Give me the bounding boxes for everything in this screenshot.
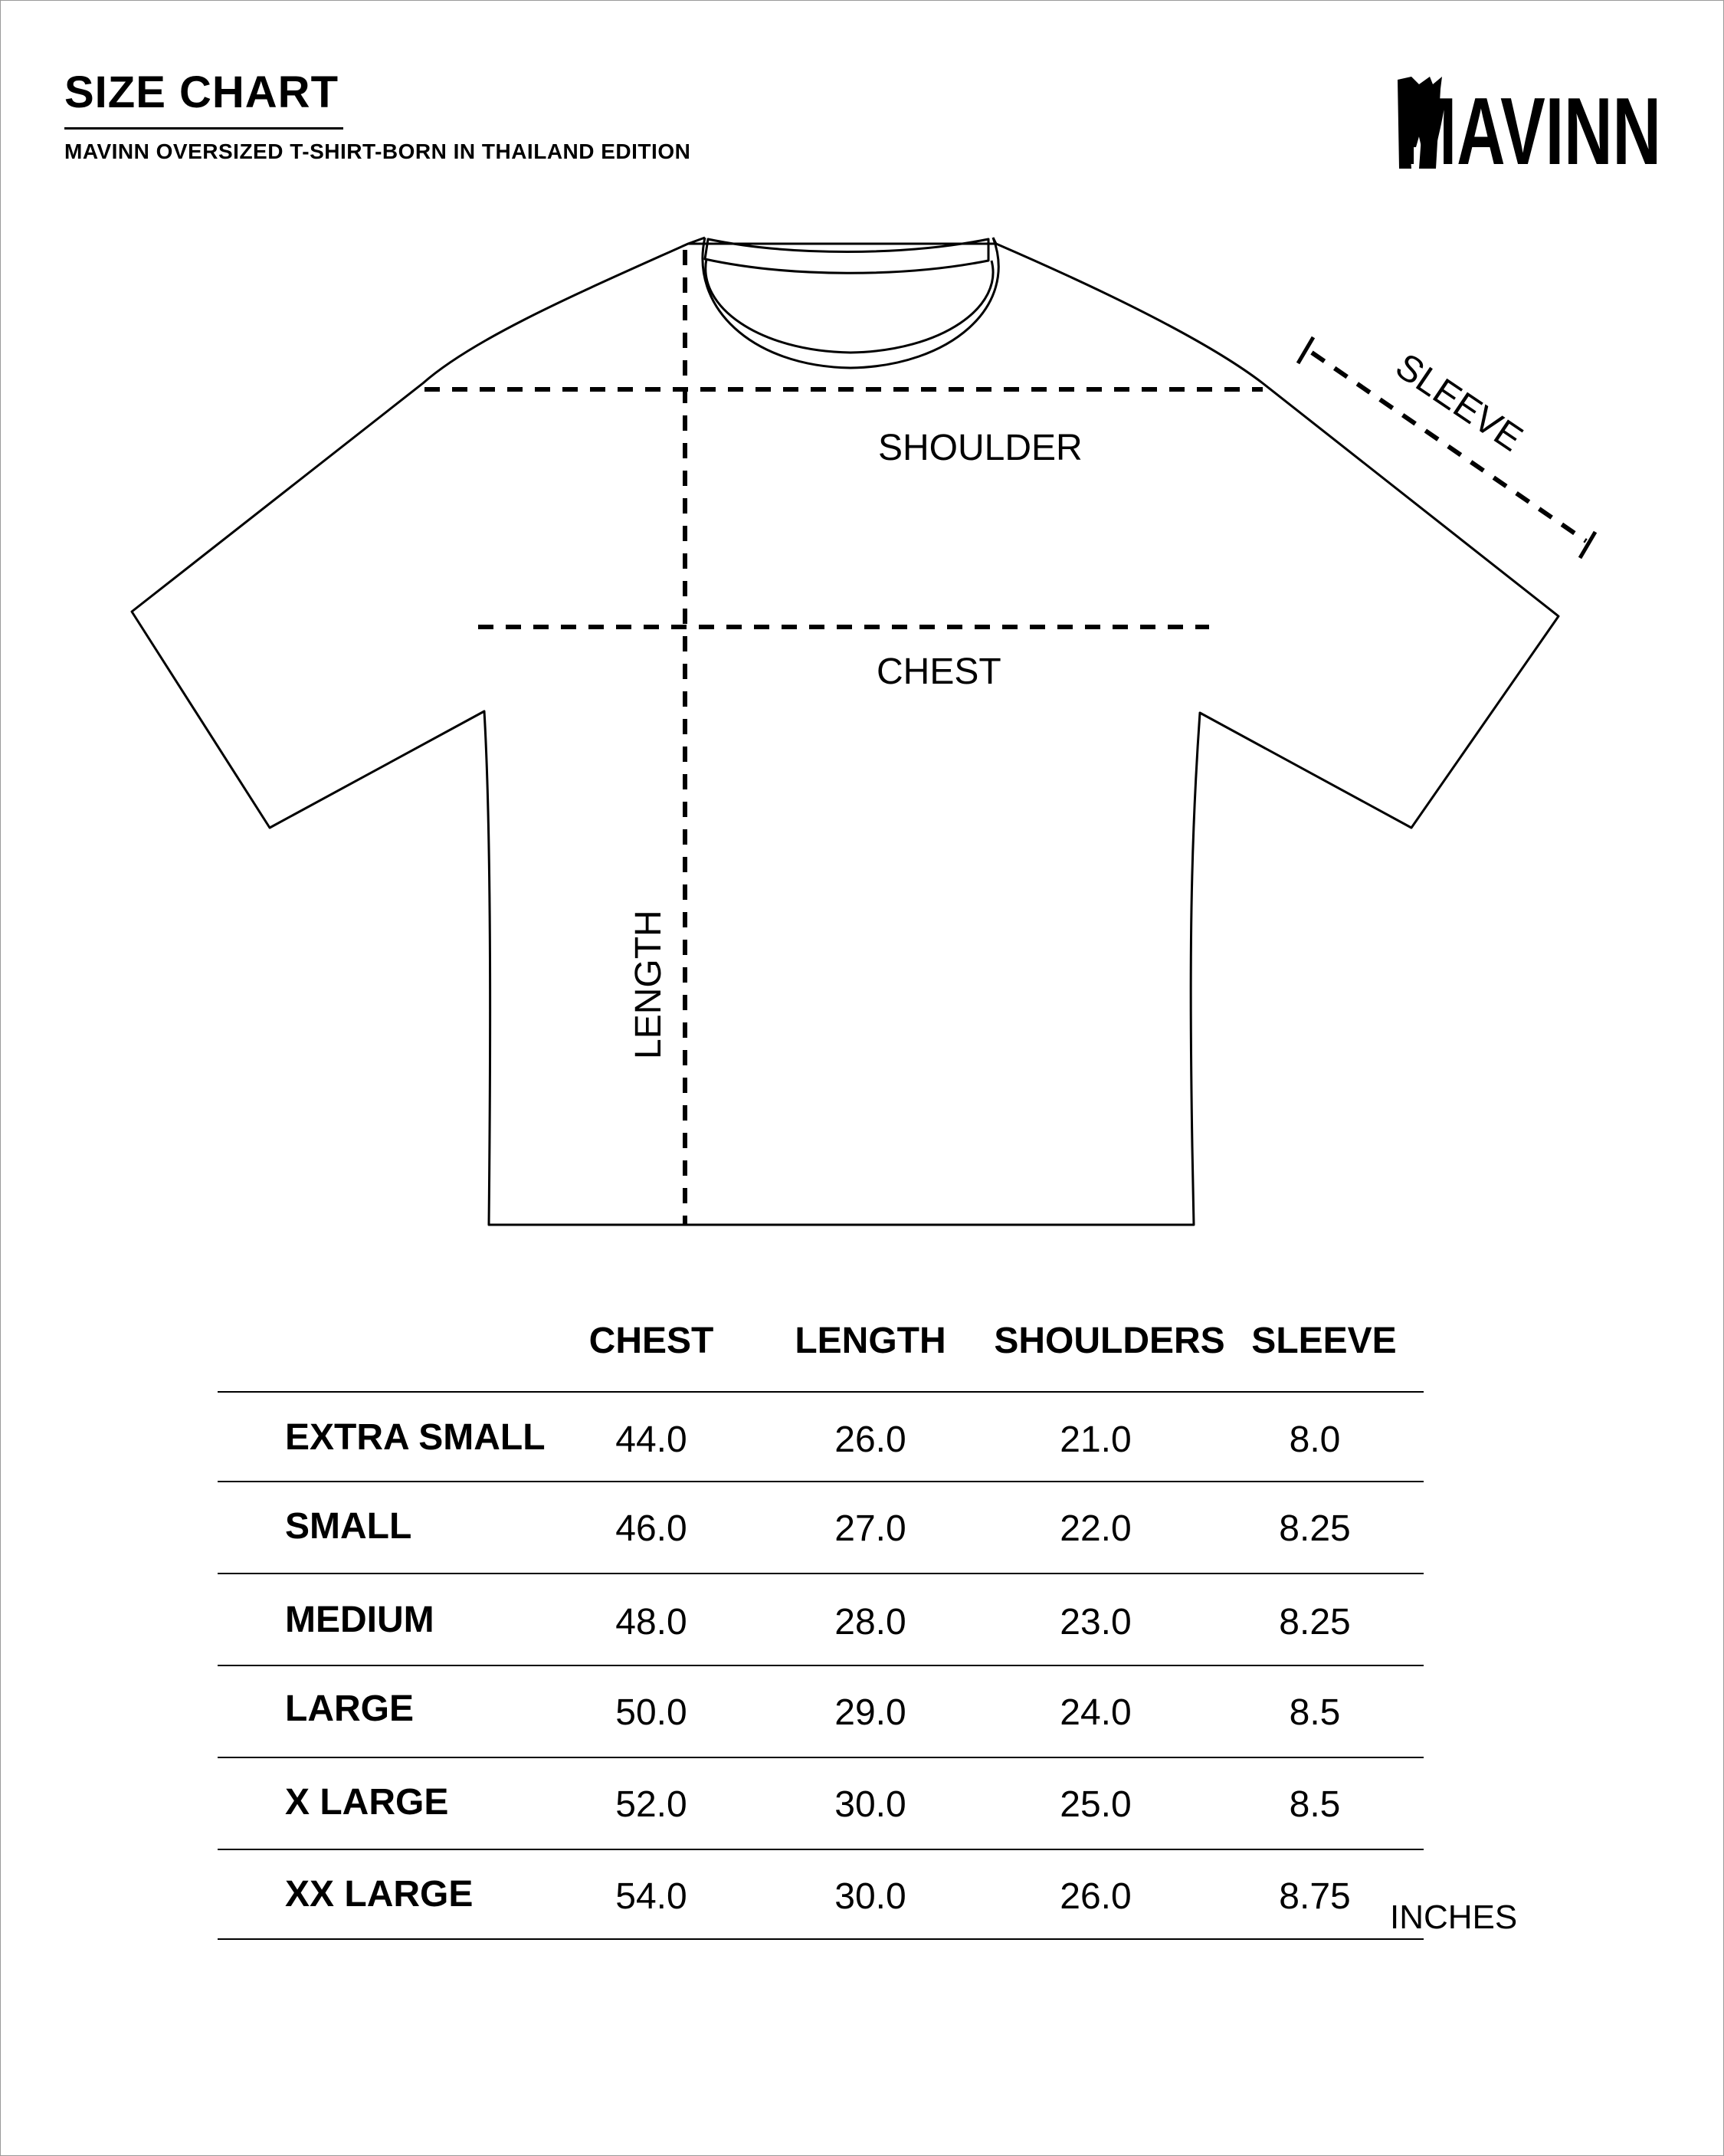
size-label: SMALL (285, 1506, 412, 1547)
col-header-length: LENGTH (795, 1321, 946, 1361)
size-label: MEDIUM (285, 1600, 434, 1640)
measurement-lines (424, 250, 1586, 1225)
sleeve-value: 8.25 (1279, 1602, 1351, 1642)
shoulder-label: SHOULDER (878, 428, 1083, 468)
sleeve-label: SLEEVE (1388, 346, 1530, 460)
page-title: SIZE CHART (64, 67, 339, 117)
table-rule (218, 1481, 1424, 1482)
length-value: 30.0 (834, 1876, 906, 1917)
chest-value: 44.0 (615, 1419, 687, 1460)
chest-value: 50.0 (615, 1692, 687, 1733)
length-value: 27.0 (834, 1508, 906, 1549)
table-rule (218, 1757, 1424, 1758)
logo-wordmark: MAVINN (1401, 79, 1661, 181)
length-value: 28.0 (834, 1602, 906, 1642)
table-rule (218, 1938, 1424, 1940)
shoulders-value: 24.0 (1060, 1692, 1132, 1733)
units-label: INCHES (1390, 1898, 1518, 1936)
chest-label: CHEST (877, 651, 1001, 692)
col-header-sleeve: SLEEVE (1251, 1321, 1397, 1361)
chest-value: 54.0 (615, 1876, 687, 1917)
shoulders-value: 21.0 (1060, 1419, 1132, 1460)
shoulders-value: 26.0 (1060, 1876, 1132, 1917)
sleeve-value: 8.25 (1279, 1508, 1351, 1549)
length-value: 30.0 (834, 1784, 906, 1825)
sleeve-value: 8.75 (1279, 1876, 1351, 1917)
page-subtitle: MAVINN OVERSIZED T-SHIRT-BORN IN THAILAND EDITION (64, 139, 691, 163)
length-value: 29.0 (834, 1692, 906, 1733)
shoulders-value: 23.0 (1060, 1602, 1132, 1642)
t-shirt-outline-icon (132, 238, 1558, 1225)
sleeve-value: 8.5 (1289, 1692, 1341, 1733)
size-label: EXTRA SMALL (285, 1417, 546, 1458)
table-rule (218, 1849, 1424, 1850)
col-header-chest: CHEST (588, 1321, 714, 1361)
size-label: LARGE (285, 1688, 414, 1729)
table-rule (218, 1573, 1424, 1574)
size-label: XX LARGE (285, 1874, 474, 1915)
length-value: 26.0 (834, 1419, 906, 1460)
length-label: LENGTH (628, 910, 669, 1059)
chest-value: 52.0 (615, 1784, 687, 1825)
table-rule (218, 1665, 1424, 1666)
shoulders-value: 25.0 (1060, 1784, 1132, 1825)
sleeve-value: 8.5 (1289, 1784, 1341, 1825)
table-rule (218, 1391, 1424, 1393)
shoulders-value: 22.0 (1060, 1508, 1132, 1549)
col-header-shoulders: SHOULDERS (994, 1321, 1225, 1361)
chest-value: 46.0 (615, 1508, 687, 1549)
chest-value: 48.0 (615, 1602, 687, 1642)
size-label: X LARGE (285, 1782, 449, 1823)
sleeve-value: 8.0 (1289, 1419, 1341, 1460)
